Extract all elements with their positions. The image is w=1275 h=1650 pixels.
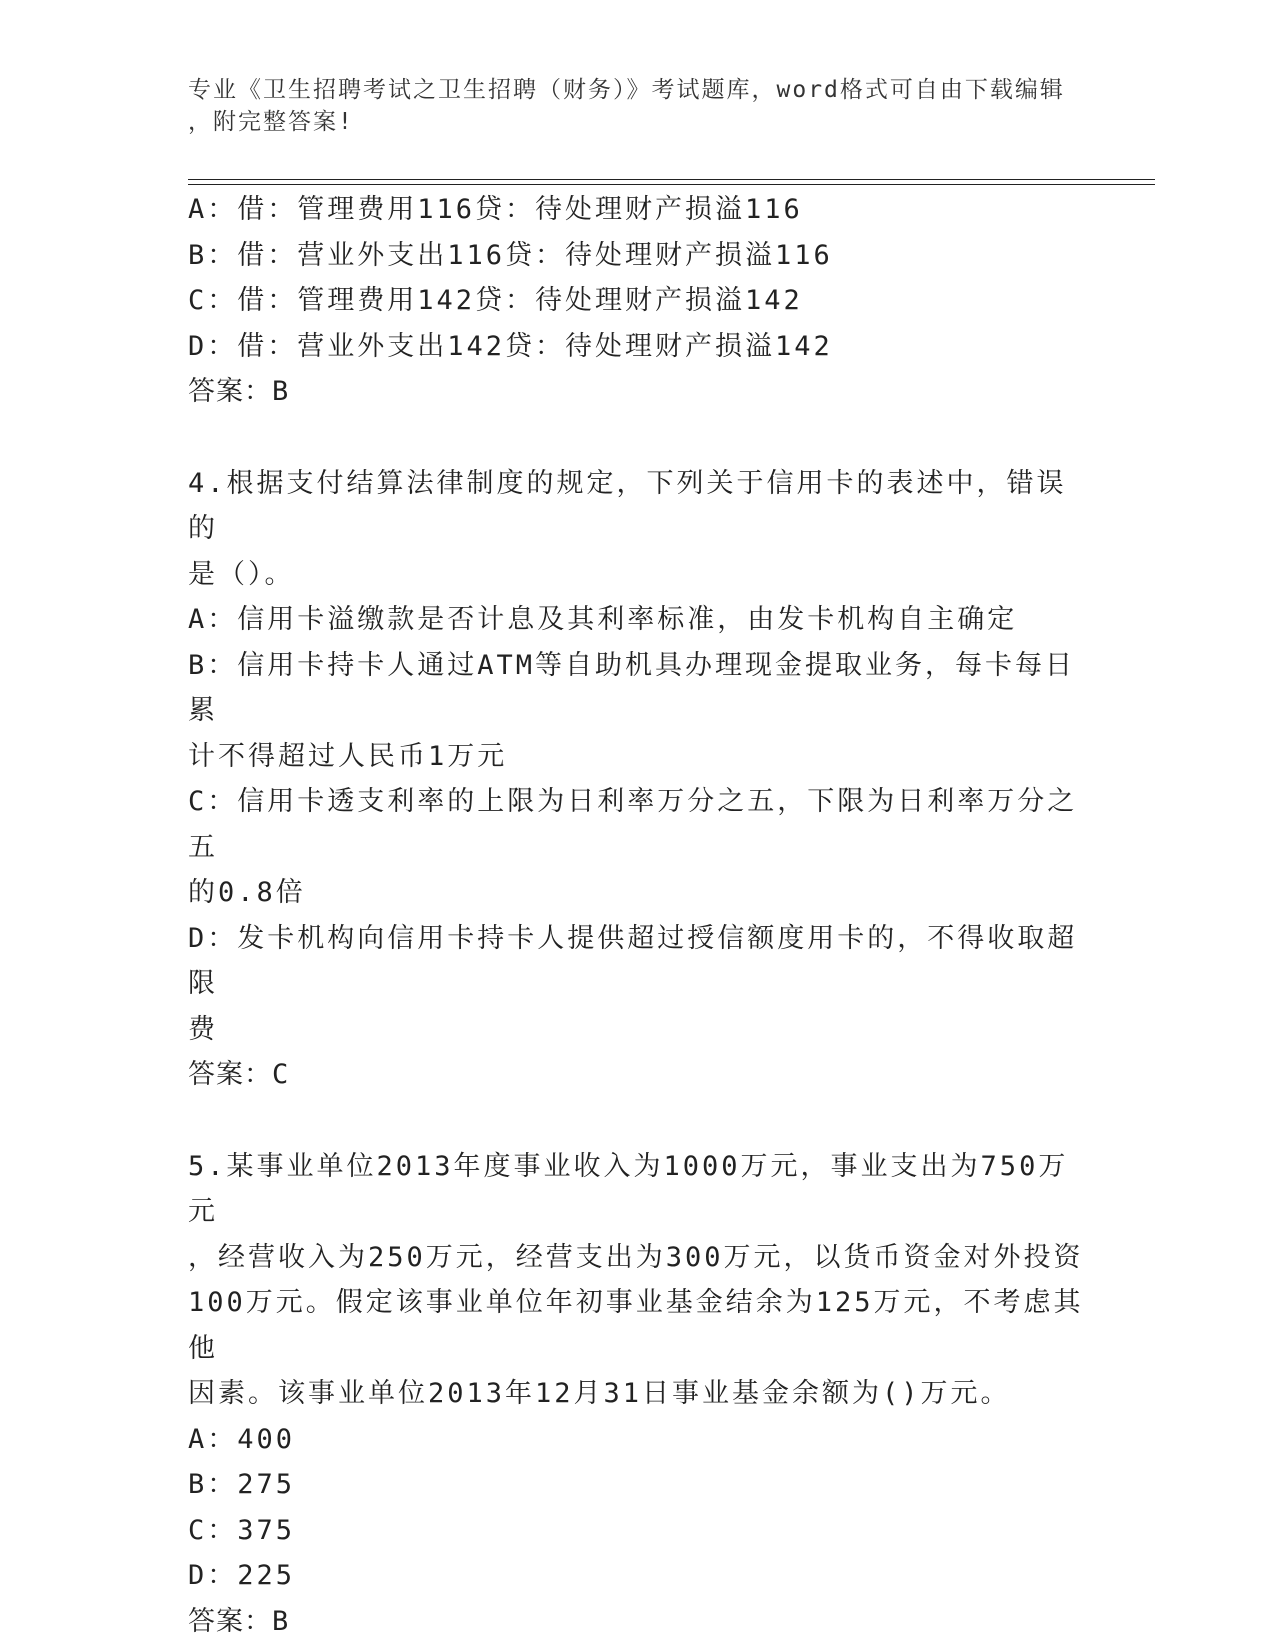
header-line-1: 专业《卫生招聘考试之卫生招聘（财务）》考试题库，word格式可自由下载编辑 xyxy=(188,77,1065,103)
document-header xyxy=(188,74,1068,138)
answer-line: 答案：B xyxy=(188,1605,290,1637)
header-divider-bottom xyxy=(188,184,1155,185)
question-stem-line: 100万元。假定该事业单位年初事业基金结余为125万元，不考虑其他 xyxy=(188,1287,1084,1364)
question-4 xyxy=(188,461,1088,1098)
option-a: A：借：管理费用116贷：待处理财产损溢116 xyxy=(188,194,803,225)
spacer xyxy=(188,415,1088,461)
option-c: C：375 xyxy=(188,1514,296,1546)
option-d: D：发卡机构向信用卡持卡人提供超过授信额度用卡的，不得收取超限 xyxy=(188,922,1078,999)
option-a: A：400 xyxy=(188,1423,296,1455)
option-b: B：信用卡持卡人通过ATM等自助机具办理现金提取业务，每卡每日累 xyxy=(188,649,1076,726)
question-content xyxy=(188,187,1088,1644)
question-stem-line: 是（）。 xyxy=(188,558,295,590)
spacer xyxy=(188,1098,1088,1144)
question-stem-line: ，经营收入为250万元，经营支出为300万元，以货币资金对外投资 xyxy=(188,1241,1084,1273)
question-stem-line: 因素。该事业单位2013年12月31日事业基金余额为()万元。 xyxy=(188,1378,1011,1409)
option-d-continuation: 费 xyxy=(188,1013,218,1045)
option-b-continuation: 计不得超过人民币1万元 xyxy=(188,740,508,772)
question-stem-line: 4.根据支付结算法律制度的规定，下列关于信用卡的表述中，错误的 xyxy=(188,467,1067,544)
option-d: D：借：营业外支出142贷：待处理财产损溢142 xyxy=(188,330,833,362)
question-3 xyxy=(188,187,1088,415)
header-line-2: ，附完整答案! xyxy=(188,109,354,135)
header-divider-top xyxy=(188,179,1155,180)
option-b: B：275 xyxy=(188,1469,296,1500)
answer-line: 答案：C xyxy=(188,1059,290,1090)
option-b: B：借：营业外支出116贷：待处理财产损溢116 xyxy=(188,239,833,271)
question-stem-line: 5.某事业单位2013年度事业收入为1000万元，事业支出为750万元 xyxy=(188,1150,1069,1227)
question-5 xyxy=(188,1144,1088,1645)
answer-line: 答案：B xyxy=(188,376,290,407)
option-a: A：信用卡溢缴款是否计息及其利率标准，由发卡机构自主确定 xyxy=(188,604,1018,635)
option-c-continuation: 的0.8倍 xyxy=(188,877,306,908)
option-c: C：信用卡透支利率的上限为日利率万分之五，下限为日利率万分之五 xyxy=(188,786,1078,863)
option-d: D：225 xyxy=(188,1560,296,1591)
option-c: C：借：管理费用142贷：待处理财产损溢142 xyxy=(188,285,803,316)
